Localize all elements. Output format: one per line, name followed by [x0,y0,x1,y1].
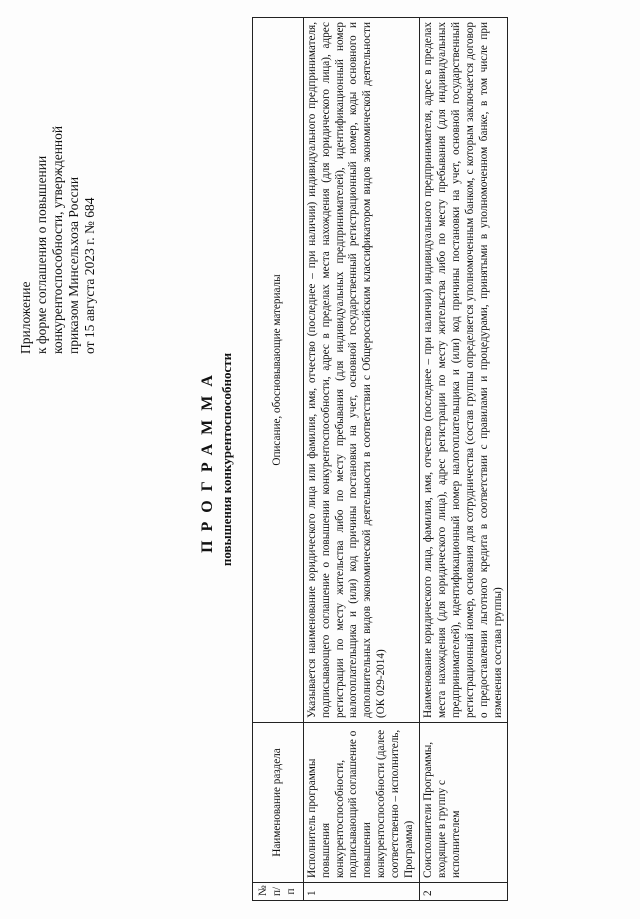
header-description: Описание, обосновывающие материалы [253,18,304,723]
header-num: № п/п [253,883,304,901]
appendix-line: Приложение [18,281,33,354]
row-description: Указывается наименование юридического лица или фамилия, имя, отчество (последнее – при наличии) индивидуального предпринимателя, подписывающего соглашение о повышении конкурентоспособности, адрес в пределах места нахождения (для юридического лица), адрес регистрации по месту жительства либо по месту пребывания (для индивидуальных предпринимателей), идентификационный номер налогоплательщика и (или) код причины постановки на учет, основной государственный регистрационный номер, коды основного и дополнительных видов экономической деятельности в соответствии с Общероссийским классификатором видов экономической деятельности (ОК 029-2014) [303,18,419,723]
row-num: 1 [303,883,419,901]
table-row [419,18,507,901]
appendix-line: приказом Минсельхоза России [66,176,81,354]
document-title [198,0,235,919]
table-row [303,18,419,901]
title-sub: повышения конкурентоспособности [219,352,234,567]
appendix-line: от 15 августа 2023 г. № 684 [82,197,97,354]
program-table [252,17,508,901]
table-header-row [253,18,304,901]
row-section: Соисполнители Программы, входящие в группу с исполнителем [419,723,507,883]
title-main: ПРОГРАММА [199,366,216,553]
header-section: Наименование раздела [253,723,304,883]
appendix-line: к форме соглашения о повышении [34,155,49,354]
appendix-header [18,54,98,354]
row-description: Наименование юридического лица, фамилия, имя, отчество (последнее – при наличии) индивидуального предпринимателя, адрес в пределах места нахождения (для юридического лица), адрес регистрации по месту жительства либо по месту пребывания (для индивидуальных предпринимателей), идентификационный номер налогоплательщика и (или) код причины постановки на учет, основной государственный регистрационный номер, основания для сотрудничества (состав группы определяется уполномоченным банком, с которым заключается договор о предоставлении льготного кредита в соответствии с правилами и процедурами, принятыми в уполномоченном банке, в том числе при изменения состава группы) [419,18,507,723]
row-num: 2 [419,883,507,901]
row-section: Исполнитель программы повышения конкурентоспособности, подписывающий соглашение о повышении конкурентоспособности (далее соответственно – исполнитель, Программа) [303,723,419,883]
appendix-line: конкурентоспособности, утвержденной [50,125,65,354]
